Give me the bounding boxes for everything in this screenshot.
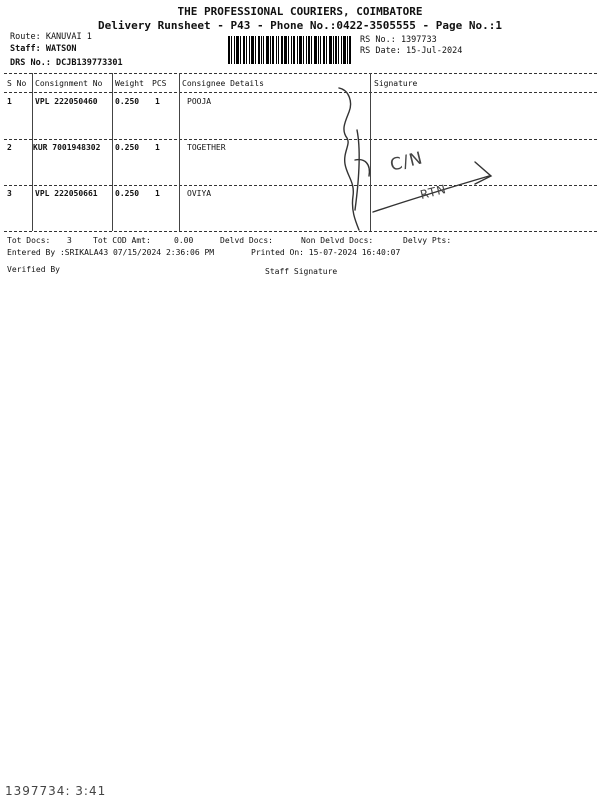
runsheet-subtitle: Delivery Runsheet - P43 - Phone No.:0422-3505555 - Page No.:1 [98,19,502,32]
staff-label: Staff: WATSON [10,44,77,54]
tot-docs-label: Tot Docs: [7,236,51,245]
col-header-consignment: Consignment No [35,79,103,88]
row-separator [4,139,597,140]
bottom-handwritten-note: 1397734: 3:41 [5,784,107,798]
col-header-consignee: Consignee Details [182,79,264,88]
row-weight: 0.250 [115,97,140,106]
row-pcs: 1 [155,97,160,106]
table-bottom-rule [4,231,597,232]
row-consignee: OVIYA [187,189,212,198]
header-bottom-rule [4,92,597,93]
handwritten-signature [325,80,525,240]
signature-note: C/N [388,148,426,176]
non-delvd-docs-label: Non Delvd Docs: [301,236,374,245]
signature-note: RTN [418,181,449,203]
printed-on: Printed On: 15-07-2024 16:40:07 [251,248,401,257]
col-header-weight: Weight [115,79,144,88]
column-divider [179,73,180,231]
column-divider [370,73,371,231]
row-weight: 0.250 [115,189,140,198]
drs-number: DRS No.: DCJB139773301 [10,58,123,68]
row-weight: 0.250 [115,143,140,152]
row-sno: 2 [7,143,12,152]
tot-docs-value: 3 [67,236,72,245]
row-consignee: TOGETHER [187,143,226,152]
staff-signature-label: Staff Signature [265,267,338,276]
col-header-signature: Signature [374,79,418,88]
delvd-docs-label: Delvd Docs: [220,236,273,245]
row-consignment: VPL 222050661 [35,189,98,198]
rs-number: RS No.: 1397733 [360,35,437,45]
rs-date: RS Date: 15-Jul-2024 [360,46,463,56]
tot-cod-label: Tot COD Amt: [93,236,151,245]
barcode [228,36,352,64]
row-sno: 3 [7,189,12,198]
row-sno: 1 [7,97,12,106]
verified-by-label: Verified By [7,265,60,274]
column-divider [32,73,33,231]
table-top-rule [4,73,597,74]
entered-by: Entered By :SRIKALA43 07/15/2024 2:36:06 PM [7,248,215,257]
tot-cod-value: 0.00 [174,236,194,245]
row-pcs: 1 [155,143,160,152]
row-separator [4,185,597,186]
row-consignee: POOJA [187,97,212,106]
column-divider [112,73,113,231]
row-pcs: 1 [155,189,160,198]
route-label: Route: KANUVAI 1 [10,32,92,42]
col-header-sno: S No [7,79,27,88]
row-consignment: VPL 222050460 [35,97,98,106]
company-title: THE PROFESSIONAL COURIERS, COIMBATORE [177,5,423,18]
delvy-pts-label: Delvy Pts: [403,236,452,245]
col-header-pcs: PCS [152,79,167,88]
row-consignment: KUR 7001948302 [33,143,101,152]
